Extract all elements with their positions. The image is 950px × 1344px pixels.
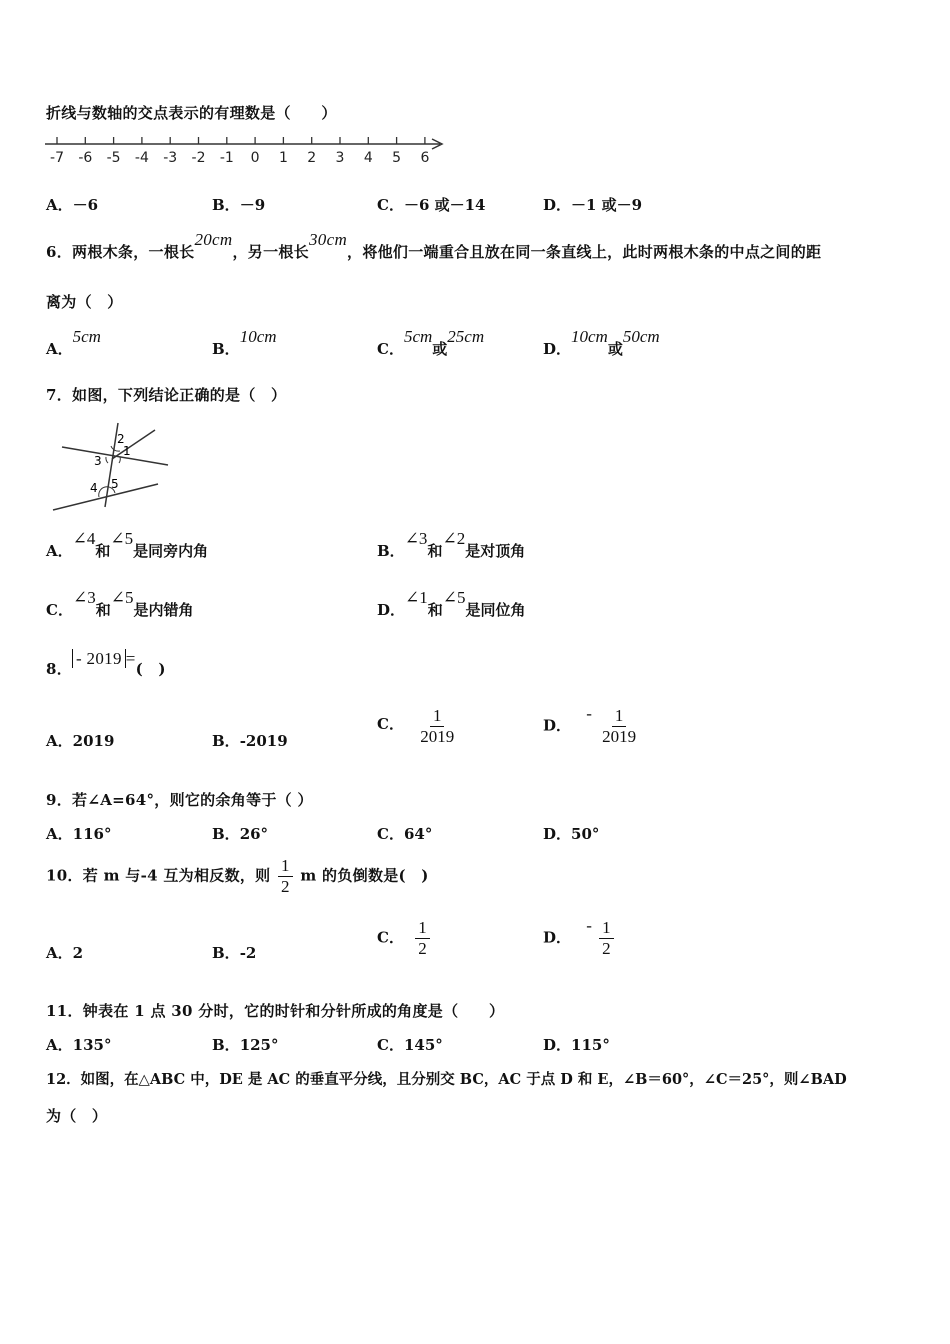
q10-option-d[interactable]: D． - $\frac{1}{2}$ — [543, 918, 614, 959]
axis-tick-label: -1 — [219, 150, 234, 166]
q7-text: 7．如图，下列结论正确的是（ ） — [46, 386, 287, 404]
q8-option-b[interactable]: B．-2019 — [212, 732, 288, 750]
fig-label-1: 1 — [123, 444, 131, 458]
fig-label-5: 5 — [111, 477, 119, 491]
axis-tick-label: -2 — [191, 150, 206, 166]
axis-tick-label: 6 — [420, 150, 430, 166]
q6-option-a[interactable]: A．5cm — [46, 327, 101, 358]
angle-2-arc — [111, 446, 120, 451]
q9-option-b[interactable]: B．26° — [212, 825, 269, 843]
axis-tick-label: -4 — [134, 150, 149, 166]
q10-option-a[interactable]: A．2 — [46, 944, 84, 962]
angle-1-arc — [119, 457, 120, 463]
q8-option-d[interactable]: D． - $\frac{1}{2019}$ — [543, 703, 637, 746]
axis-tick-label: -6 — [78, 150, 93, 166]
q8-option-c[interactable]: C． $\frac{1}{2019}$ — [377, 706, 455, 746]
q11-option-d[interactable]: D．115° — [543, 1036, 610, 1054]
q7-option-a[interactable]: A．∠4和∠5是同旁内角 — [46, 529, 209, 560]
q12-text-line2: 为（ ） — [46, 1107, 108, 1125]
q5-option-b[interactable]: B．－9 — [212, 196, 266, 214]
number-line — [40, 132, 450, 172]
q9-option-a[interactable]: A．116° — [46, 825, 112, 843]
q5-option-c[interactable]: C．－6 或－14 — [377, 196, 486, 214]
axis-ticks — [57, 137, 425, 144]
q10-option-b[interactable]: B．-2 — [212, 944, 257, 962]
axis-tick-label: 0 — [250, 150, 260, 166]
q11-option-a[interactable]: A．135° — [46, 1036, 112, 1054]
q6-option-d[interactable]: D．10cm或50cm — [543, 327, 660, 358]
q6-option-c[interactable]: C．5cm或25cm — [377, 327, 485, 358]
q9-option-c[interactable]: C．64° — [377, 825, 433, 843]
q11-text: 11．钟表在 1 点 30 分时，它的时针和分针所成的角度是（ ） — [46, 1002, 505, 1020]
q9-text: 9．若∠A=64°，则它的余角等于（ ） — [46, 791, 313, 809]
q11-option-b[interactable]: B．125° — [212, 1036, 279, 1054]
q7-option-c[interactable]: C．∠3和∠5是内错角 — [46, 588, 194, 619]
axis-tick-label: 4 — [363, 150, 373, 166]
upper-line — [62, 447, 168, 465]
axis-tick-label: 1 — [278, 150, 288, 166]
angle-3-arc — [106, 457, 108, 463]
q12-text: 12．如图，在△ABC 中，DE 是 AC 的垂直平分线，且分别交 BC，AC 于点 D 和 E，∠B＝60°，∠C＝25°，则∠BAD — [46, 1071, 847, 1088]
fig-label-2: 2 — [117, 432, 125, 446]
fig-label-3: 3 — [94, 454, 102, 468]
fig-label-4: 4 — [90, 481, 98, 495]
q5-option-d[interactable]: D．－1 或－9 — [543, 196, 643, 214]
q8-text: 8．- 2019 =( ) — [46, 649, 166, 678]
q5-option-a[interactable]: A．－6 — [46, 196, 99, 214]
q10-option-c[interactable]: C． $\frac{1}{2}$ — [377, 918, 430, 959]
q6-text-line2: 离为（ ） — [46, 293, 123, 311]
axis-tick-label: 3 — [335, 150, 345, 166]
q8-option-a[interactable]: A．2019 — [46, 732, 115, 750]
q7-option-b[interactable]: B．∠3和∠2是对顶角 — [377, 529, 526, 560]
axis-tick-label: 2 — [307, 150, 317, 166]
q11-option-c[interactable]: C．145° — [377, 1036, 443, 1054]
q7-option-d[interactable]: D．∠1和∠5是同位角 — [377, 588, 526, 619]
axis-tick-label: 5 — [392, 150, 402, 166]
q10-text: 10．若 m 与-4 互为相反数，则 $\frac{1}{2}$ m 的负倒数是( ) — [46, 856, 429, 896]
axis-tick-labels — [50, 150, 429, 166]
q5-text: 折线与数轴的交点表示的有理数是（ ） — [46, 104, 337, 122]
axis-tick-label: -7 — [50, 150, 64, 166]
q7-figure — [50, 415, 175, 515]
q9-option-d[interactable]: D．50° — [543, 825, 600, 843]
axis-tick-label: -5 — [106, 150, 121, 166]
q6-option-b[interactable]: B．10cm — [212, 327, 277, 358]
q6-text: 6．两根木条，一根长20cm，另一根长30cm，将他们一端重合且放在同一条直线上，此时两根木条的中点之间的距 — [46, 230, 822, 261]
axis-tick-label: -3 — [163, 150, 178, 166]
